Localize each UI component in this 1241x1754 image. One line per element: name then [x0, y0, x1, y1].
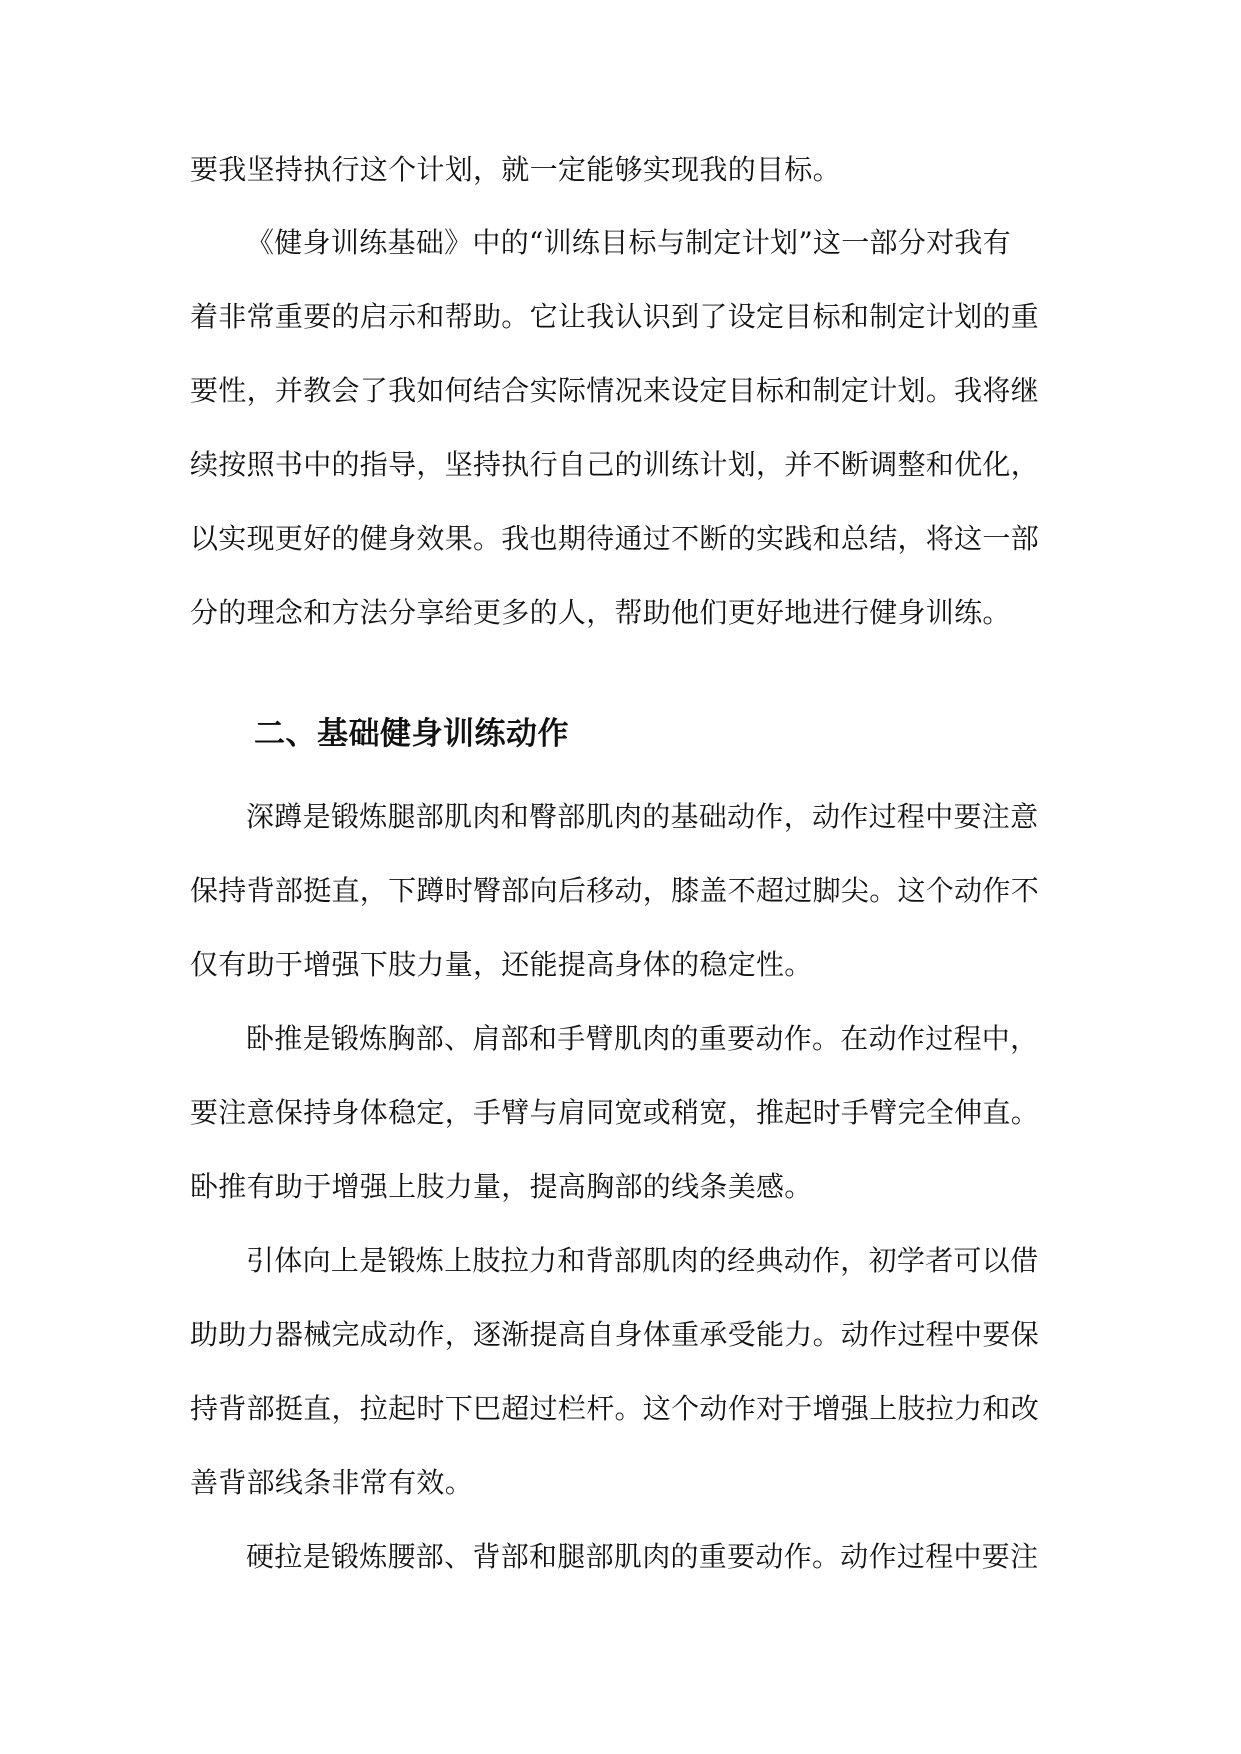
paragraph-line: 卧推是锻炼胸部、肩部和手臂肌肉的重要动作。在动作过程中，: [246, 1022, 1039, 1055]
paragraph-line: 引体向上是锻炼上肢拉力和背部肌肉的经典动作，初学者可以借: [246, 1244, 1039, 1277]
paragraph-line: 持背部挺直，拉起时下巴超过栏杆。这个动作对于增强上肢拉力和改: [190, 1392, 1040, 1425]
paragraph-line: 深蹲是锻炼腿部肌肉和臀部肌肉的基础动作，动作过程中要注意: [246, 800, 1039, 833]
paragraph-line: 着非常重要的启示和帮助。它让我认识到了设定目标和制定计划的重: [190, 300, 1040, 333]
paragraph-line: 善背部线条非常有效。: [190, 1466, 474, 1499]
paragraph-line: 要性，并教会了我如何结合实际情况来设定目标和制定计划。我将继: [190, 374, 1040, 407]
paragraph-line: 要我坚持执行这个计划，就一定能够实现我的目标。: [190, 153, 841, 186]
paragraph-line: 要注意保持身体稳定，手臂与肩同宽或稍宽，推起时手臂完全伸直。: [190, 1096, 1040, 1129]
paragraph-line: 续按照书中的指导，坚持执行自己的训练计划，并不断调整和优化，: [190, 448, 1040, 481]
paragraph-line: 《健身训练基础》中的“训练目标与制定计划”这一部分对我有: [246, 226, 1012, 259]
paragraph-line: 助助力器械完成动作，逐渐提高自身体重承受能力。动作过程中要保: [190, 1318, 1040, 1351]
paragraph-line: 保持背部挺直，下蹲时臀部向后移动，膝盖不超过脚尖。这个动作不: [190, 874, 1040, 907]
paragraph-line: 分的理念和方法分享给更多的人，帮助他们更好地进行健身训练。: [190, 596, 1011, 629]
section-heading: 二、基础健身训练动作: [254, 716, 569, 752]
paragraph-line: 以实现更好的健身效果。我也期待通过不断的实践和总结，将这一部: [190, 522, 1040, 555]
paragraph-line: 仅有助于增强下肢力量，还能提高身体的稳定性。: [190, 948, 813, 981]
paragraph-line: 卧推有助于增强上肢力量，提高胸部的线条美感。: [190, 1170, 813, 1203]
paragraph-line: 硬拉是锻炼腰部、背部和腿部肌肉的重要动作。动作过程中要注: [246, 1540, 1039, 1573]
